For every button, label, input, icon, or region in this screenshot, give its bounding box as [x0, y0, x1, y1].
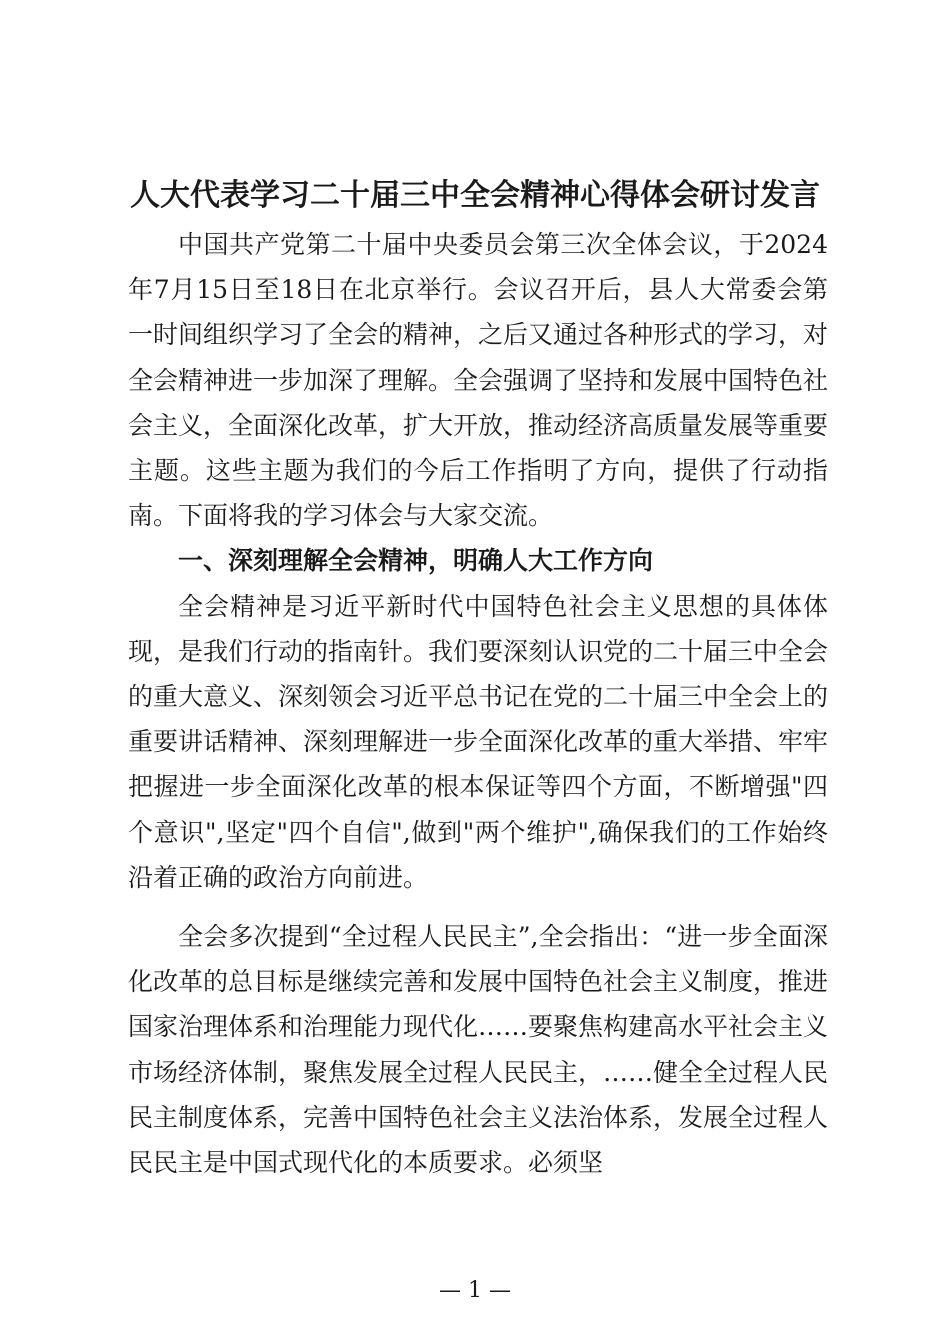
paragraph-spirit: 全会精神是习近平新时代中国特色社会主义思想的具体体现，是我们行动的指南针。我们要深刻认识党的二十届三中全会的重大意义、深刻领会习近平总书记在党的二十届三中全会上的重要讲话精神、深刻理解进一步全面深化改革的重大举措、牢牢把握进一步全面深化改革的根本保证等四个方面，不断增强"四个意识",坚定"四个自信",做到"两个维护",确保我们的工作始终沿着正确的政治方向前进。 [128, 591, 829, 892]
paragraph-gap [128, 900, 828, 914]
paragraph-democracy: 全会多次提到“全过程人民民主”,全会指出：“进一步全面深化改革的总目标是继续完善和发展中国特色社会主义制度，推进国家治理体系和治理能力现代化……要聚焦构建高水平社会主义市场经济体制，聚焦发展全过程人民民主，……健全全过程人民民主制度体系，完善中国特色社会主义法治体系，发展全过程人民民主是中国式现代化的本质要求。必须坚 [128, 922, 829, 1178]
document-title: 人大代表学习二十届三中全会精神心得体会研讨发言 [130, 178, 820, 213]
section-heading: 一、深刻理解全会精神，明确人大工作方向 [178, 546, 654, 576]
paragraph-intro: 中国共产党第二十届中央委员会第三次全体会议，于2024年7月15日至18日在北京举行。会议召开后，县人大常委会第一时间组织学习了全会的精神，之后又通过各种形式的学习，对全会精神进一步加深了理解。全会强调了坚持和发展中国特色社会主义，全面深化改革，扩大开放，推动经济高质量发展等重要主题。这些主题为我们的今后工作指明了方向，提供了行动指南。下面将我的学习体会与大家交流。 [128, 230, 829, 531]
page-number: — 1 — [439, 1278, 511, 1303]
document-body [128, 222, 828, 1185]
